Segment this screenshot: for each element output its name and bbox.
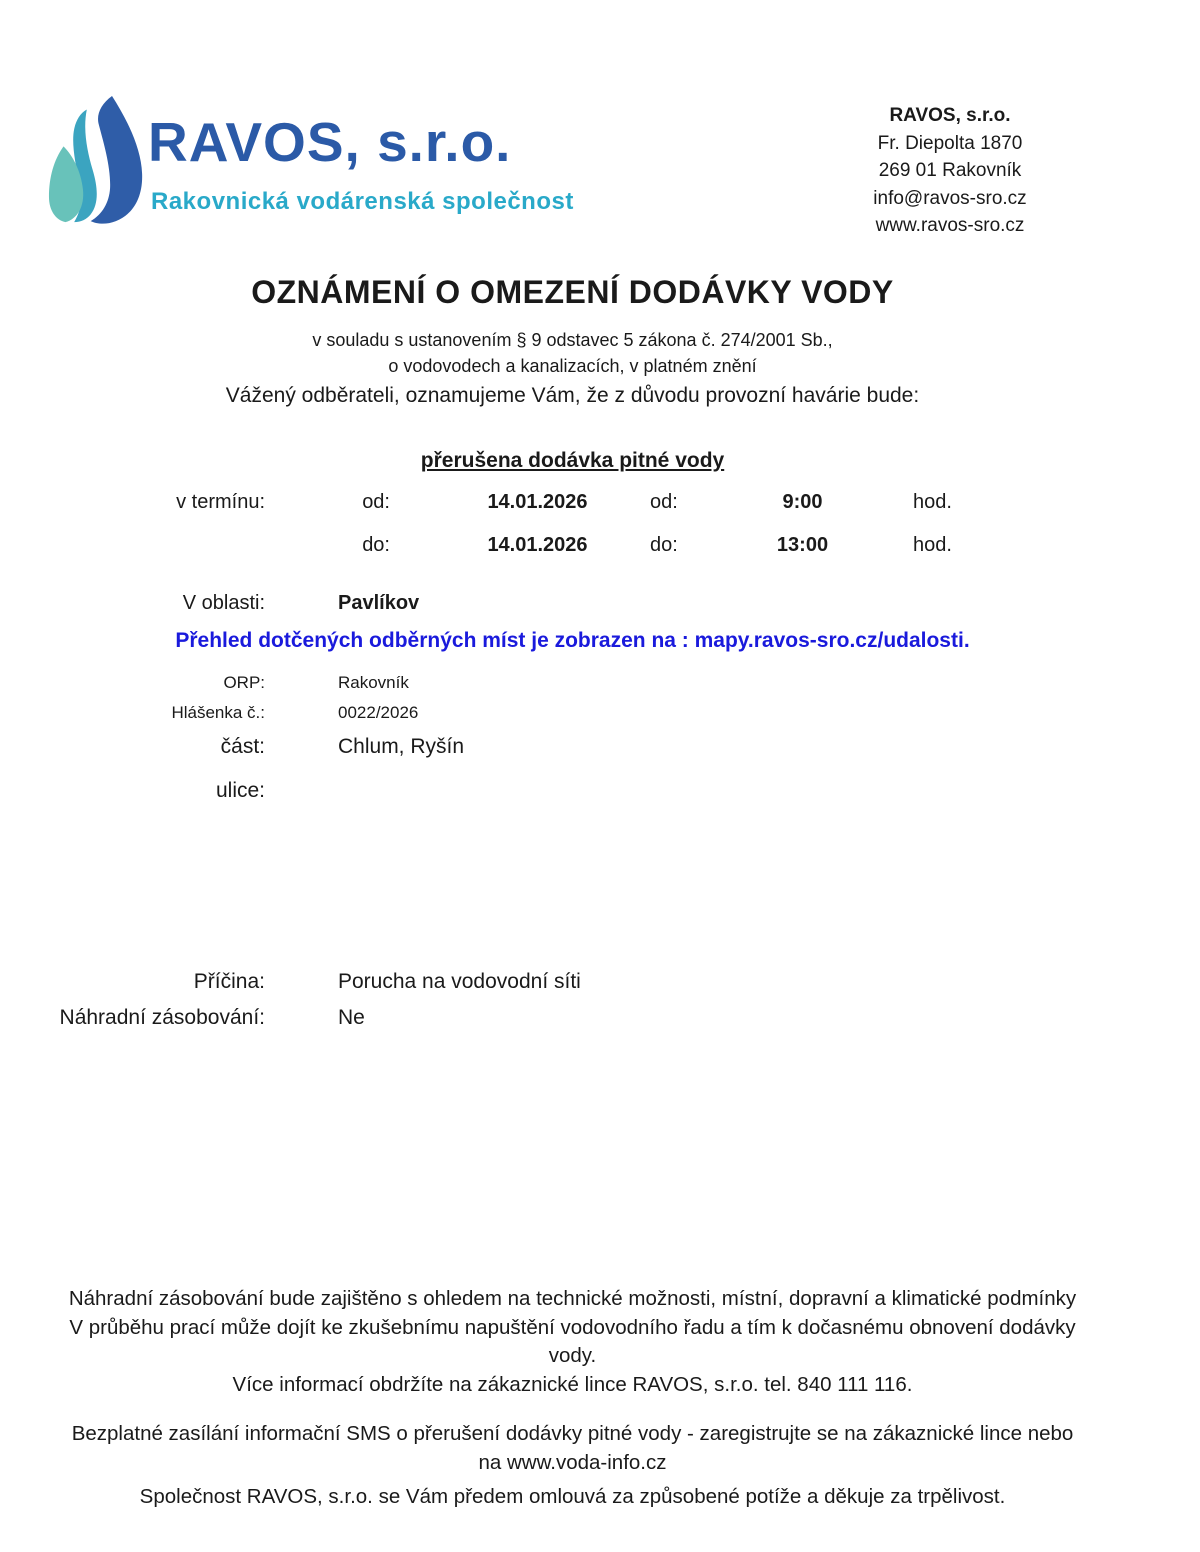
date-from-label: od: [362, 491, 390, 513]
company-email: info@ravos-sro.cz [873, 187, 1027, 209]
date-to-label: do: [362, 534, 390, 556]
area-label: V oblasti: [182, 592, 265, 614]
substitute-supply-value: Ne [338, 1006, 365, 1029]
interruption-heading: přerušena dodávka pitné vody [420, 449, 725, 472]
apology-line: Společnost RAVOS, s.r.o. se Vám předem omlouvá za způsobené potíže a děkuje za trpělivost. [139, 1485, 1006, 1508]
part-value: Chlum, Ryšín [338, 735, 465, 758]
substitute-supply-label: Náhradní zásobování: [59, 1006, 265, 1029]
part-label: část: [220, 735, 265, 758]
sms-registration-note-line2: na www.voda-info.cz [478, 1450, 667, 1474]
term-label: v termínu: [176, 491, 265, 513]
term-label-spacer [0, 534, 265, 557]
salutation-line: Vážený odběrateli, oznamujeme Vám, že z důvodu provozní havárie bude: [225, 384, 920, 407]
substitute-supply-note-line1: Náhradní zásobování bude zajištěno s ohledem na technické možnosti, místní, dopravní a klimatické podmínky [68, 1287, 1077, 1310]
legal-reference-line2: o vodovodech a kanalizacích, v platném znění [388, 356, 757, 376]
part-row [0, 735, 1100, 759]
company-website: www.ravos-sro.cz [875, 215, 1025, 236]
time-from-label: od: [650, 491, 678, 513]
report-number-value: 0022/2026 [338, 703, 419, 722]
area-value: Pavlíkov [338, 592, 420, 614]
sms-registration-note [40, 1420, 1105, 1477]
affected-places-map-link[interactable]: Přehled dotčených odběrných míst je zobrazen na : mapy.ravos-sro.cz/udalosti. [175, 629, 970, 652]
schedule-row-from [0, 491, 1020, 514]
report-number-label: Hlášenka č.: [171, 703, 265, 722]
substitute-supply-note [40, 1285, 1105, 1371]
sms-registration-note-line1: Bezplatné zasílání informační SMS o přerušení dodávky pitné vody - zaregistrujte se na zákaznické lince nebo [71, 1422, 1074, 1445]
ravos-logo-tagline: Rakovnická vodárenská společnost [151, 188, 574, 215]
date-to-value: 14.01.2026 [487, 534, 588, 556]
area-row [0, 592, 1100, 615]
substitute-supply-row [0, 1006, 1100, 1030]
ravos-logo-wordmark: RAVOS, s.r.o. [148, 111, 512, 173]
time-from-value: 9:00 [782, 491, 823, 513]
customer-line-info: Více informací obdržíte na zákaznické lince RAVOS, s.r.o. tel. 840 111 116. [232, 1373, 913, 1396]
company-address-block [800, 102, 1100, 240]
cause-row [0, 970, 1100, 994]
street-label: ulice: [215, 779, 265, 802]
time-to-label: do: [650, 534, 678, 556]
legal-reference-line1: v souladu s ustanovením § 9 odstavec 5 zákona č. 274/2001 Sb., [312, 330, 833, 350]
street-value [265, 779, 338, 803]
company-city: 269 01 Rakovník [878, 160, 1022, 181]
time-to-value: 13:00 [776, 534, 829, 556]
substitute-supply-note-line3: vody. [548, 1344, 597, 1367]
time-unit: hod. [913, 491, 952, 513]
cause-label: Příčina: [193, 970, 265, 993]
report-number-row [0, 703, 1100, 723]
substitute-supply-note-line2: V průběhu prací může dojít ke zkušebnímu napuštění vodovodního řadu a tím k dočasnému obnovení dodávky [69, 1315, 1076, 1339]
document-title: OZNÁMENÍ O OMEZENÍ DODÁVKY VODY [251, 274, 894, 310]
cause-value: Porucha na vodovodní síti [338, 970, 581, 993]
orp-label: ORP: [223, 673, 265, 692]
schedule-row-to [0, 534, 1020, 557]
orp-row [0, 673, 1100, 693]
orp-value: Rakovník [338, 673, 409, 692]
time-unit: hod. [913, 534, 952, 556]
date-from-value: 14.01.2026 [487, 491, 588, 513]
street-row [0, 779, 1100, 803]
ravos-water-drop-logo-icon [48, 95, 145, 230]
company-name: RAVOS, s.r.o. [889, 105, 1011, 126]
company-street: Fr. Diepolta 1870 [877, 132, 1023, 154]
